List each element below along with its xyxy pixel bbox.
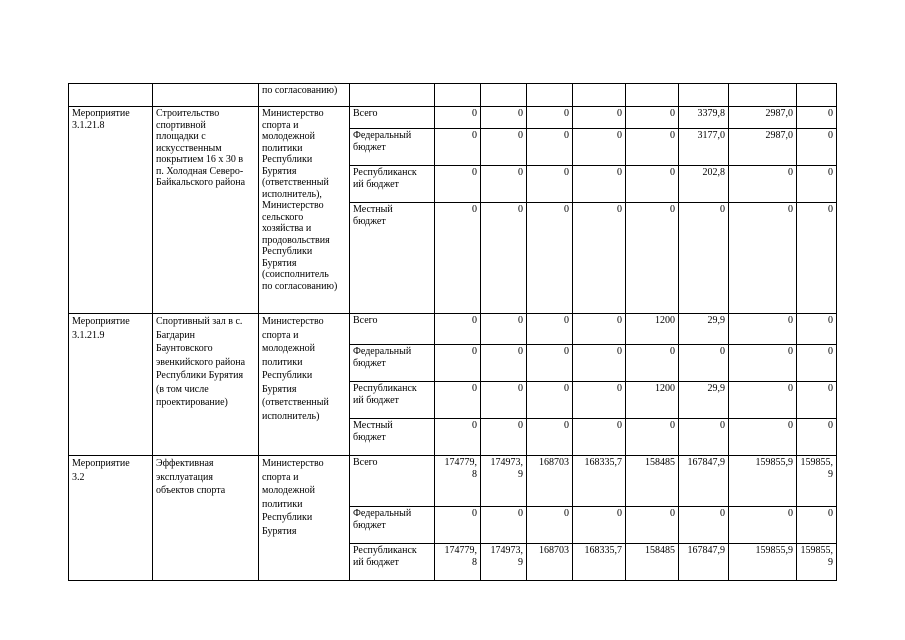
table-row <box>69 456 837 507</box>
value-cell: 0 <box>729 345 797 382</box>
value-cell: 168703 <box>527 544 573 581</box>
measure-name-cell: Эффективная эксплуатация объектов спорта <box>153 456 259 581</box>
value-cell: 0 <box>797 107 837 129</box>
value-cell: 0 <box>626 203 679 314</box>
value-cell: 0 <box>481 382 527 419</box>
value-cell: 0 <box>797 166 837 203</box>
source-label-cell: Всего <box>350 456 435 507</box>
value-cell: 1200 <box>626 314 679 345</box>
value-cell: 0 <box>797 129 837 166</box>
value-cell: 0 <box>573 419 626 456</box>
value-cell: 159855,9 <box>729 544 797 581</box>
value-cell: 0 <box>573 314 626 345</box>
cell-empty <box>797 84 837 107</box>
source-label-cell: Республиканск ий бюджет <box>350 166 435 203</box>
value-cell: 0 <box>729 419 797 456</box>
value-cell: 0 <box>797 314 837 345</box>
value-cell: 0 <box>481 129 527 166</box>
source-label-cell: Республиканск ий бюджет <box>350 544 435 581</box>
value-cell: 0 <box>435 166 481 203</box>
value-cell: 174779, 8 <box>435 544 481 581</box>
value-cell: 0 <box>729 507 797 544</box>
cell-empty <box>527 84 573 107</box>
value-cell: 167847,9 <box>679 544 729 581</box>
value-cell: 0 <box>573 345 626 382</box>
source-label-cell: Федеральный бюджет <box>350 129 435 166</box>
value-cell: 0 <box>481 419 527 456</box>
value-cell: 0 <box>481 314 527 345</box>
budget-table <box>68 83 837 581</box>
cell-empty <box>350 84 435 107</box>
value-cell: 0 <box>679 203 729 314</box>
cell-empty <box>69 84 153 107</box>
cell-empty <box>153 84 259 107</box>
executor-cell: по согласованию) <box>259 84 350 107</box>
value-cell: 0 <box>527 314 573 345</box>
value-cell: 0 <box>729 166 797 203</box>
value-cell: 174973, 9 <box>481 544 527 581</box>
value-cell: 174779, 8 <box>435 456 481 507</box>
value-cell: 0 <box>527 203 573 314</box>
source-label-cell: Всего <box>350 314 435 345</box>
value-cell: 0 <box>626 166 679 203</box>
value-cell: 0 <box>729 203 797 314</box>
value-cell: 0 <box>626 129 679 166</box>
value-cell: 0 <box>435 314 481 345</box>
table-row <box>69 107 837 129</box>
value-cell: 168335,7 <box>573 544 626 581</box>
value-cell: 202,8 <box>679 166 729 203</box>
value-cell: 0 <box>679 345 729 382</box>
value-cell: 0 <box>435 419 481 456</box>
value-cell: 1200 <box>626 382 679 419</box>
value-cell: 0 <box>573 166 626 203</box>
table-row <box>69 314 837 345</box>
value-cell: 0 <box>481 107 527 129</box>
value-cell: 3177,0 <box>679 129 729 166</box>
cell-empty <box>481 84 527 107</box>
value-cell: 0 <box>527 166 573 203</box>
executor-cell: Министерство спорта и молодежной политики Республики Бурятия (ответственный исполнитель) <box>259 314 350 456</box>
source-label-cell: Всего <box>350 107 435 129</box>
value-cell: 159855,9 <box>729 456 797 507</box>
value-cell: 0 <box>481 166 527 203</box>
value-cell: 0 <box>626 107 679 129</box>
source-label-cell: Республиканск ий бюджет <box>350 382 435 419</box>
cell-empty <box>626 84 679 107</box>
table-row <box>69 84 837 107</box>
measure-id-cell: Мероприятие 3.1.21.8 <box>69 107 153 314</box>
value-cell: 0 <box>527 107 573 129</box>
value-cell: 0 <box>797 345 837 382</box>
value-cell: 0 <box>797 203 837 314</box>
value-cell: 0 <box>626 419 679 456</box>
measure-name-cell: Строительство спортивной площадки с искусственным покрытием 16 х 30 в п. Холодная Северо- Байкальского района <box>153 107 259 314</box>
executor-cell: Министерство спорта и молодежной политики Республики Бурятия <box>259 456 350 581</box>
value-cell: 2987,0 <box>729 129 797 166</box>
measure-id-cell: Мероприятие 3.2 <box>69 456 153 581</box>
measure-name-cell: Спортивный зал в с. Багдарин Баунтовского эвенкийского района Республики Бурятия (в том числе проектирование) <box>153 314 259 456</box>
value-cell: 0 <box>481 345 527 382</box>
value-cell: 0 <box>481 507 527 544</box>
value-cell: 0 <box>573 129 626 166</box>
value-cell: 0 <box>573 203 626 314</box>
value-cell: 29,9 <box>679 314 729 345</box>
value-cell: 0 <box>481 203 527 314</box>
value-cell: 0 <box>573 507 626 544</box>
value-cell: 0 <box>797 382 837 419</box>
executor-cell: Министерство спорта и молодежной политики Республики Бурятия (ответственный исполнитель), Министерство сельского хозяйства и продовольствия Республики Бурятия (соисполнитель по согласованию) <box>259 107 350 314</box>
value-cell: 3379,8 <box>679 107 729 129</box>
measure-id-cell: Мероприятие 3.1.21.9 <box>69 314 153 456</box>
value-cell: 0 <box>435 382 481 419</box>
value-cell: 167847,9 <box>679 456 729 507</box>
value-cell: 0 <box>573 382 626 419</box>
value-cell: 0 <box>797 419 837 456</box>
value-cell: 2987,0 <box>729 107 797 129</box>
value-cell: 0 <box>797 507 837 544</box>
value-cell: 158485 <box>626 456 679 507</box>
value-cell: 0 <box>527 382 573 419</box>
value-cell: 0 <box>626 507 679 544</box>
value-cell: 0 <box>626 345 679 382</box>
value-cell: 0 <box>729 314 797 345</box>
cell-empty <box>435 84 481 107</box>
value-cell: 0 <box>435 507 481 544</box>
source-label-cell: Федеральный бюджет <box>350 507 435 544</box>
source-label-cell: Федеральный бюджет <box>350 345 435 382</box>
value-cell: 159855, 9 <box>797 456 837 507</box>
value-cell: 158485 <box>626 544 679 581</box>
value-cell: 0 <box>435 129 481 166</box>
value-cell: 0 <box>527 129 573 166</box>
value-cell: 0 <box>435 203 481 314</box>
source-label-cell: Местный бюджет <box>350 203 435 314</box>
cell-empty <box>573 84 626 107</box>
value-cell: 159855, 9 <box>797 544 837 581</box>
value-cell: 29,9 <box>679 382 729 419</box>
value-cell: 174973, 9 <box>481 456 527 507</box>
value-cell: 168703 <box>527 456 573 507</box>
value-cell: 0 <box>435 107 481 129</box>
value-cell: 0 <box>527 419 573 456</box>
value-cell: 0 <box>527 507 573 544</box>
source-label-cell: Местный бюджет <box>350 419 435 456</box>
cell-empty <box>729 84 797 107</box>
value-cell: 0 <box>729 382 797 419</box>
value-cell: 0 <box>527 345 573 382</box>
value-cell: 0 <box>573 107 626 129</box>
value-cell: 0 <box>679 419 729 456</box>
value-cell: 0 <box>435 345 481 382</box>
value-cell: 0 <box>679 507 729 544</box>
cell-empty <box>679 84 729 107</box>
value-cell: 168335,7 <box>573 456 626 507</box>
